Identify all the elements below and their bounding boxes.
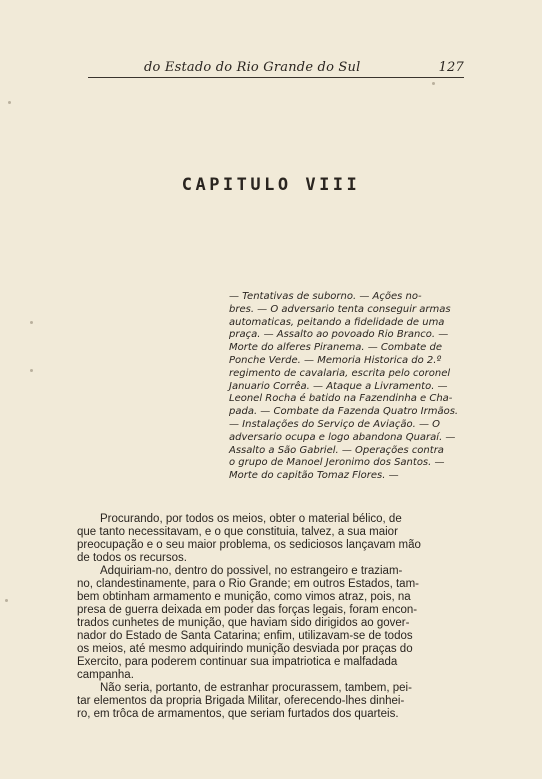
paragraph-line: preocupação e o seu maior problema, os sediciosos lançavam mão	[77, 539, 421, 551]
paragraph-line: tar elementos da propria Brigada Militar, oferecendo-lhes dinhei-	[77, 695, 405, 707]
paragraph-line: os meios, até mesmo adquirindo munição desviada por praças do	[77, 643, 413, 655]
paragraph-line: trados cunhetes de munição, que haviam sido dirigidos ao gover-	[77, 617, 410, 629]
paragraph-line: presa de guerra deixada em poder das forças legais, foram encon-	[77, 604, 418, 616]
summary-line: Ponche Verde. — Memoria Historica do 2.º	[229, 354, 442, 366]
summary-line: Morte do capitão Tomaz Flores. —	[229, 470, 399, 482]
page-number: 127	[438, 60, 464, 75]
summary-line: Januario Corrêa. — Ataque a Livramento. —	[229, 380, 448, 392]
body-text	[77, 513, 465, 721]
summary-line: adversario ocupa e logo abandona Quaraí. —	[229, 431, 456, 443]
paper-speck	[432, 82, 435, 85]
summary-line: Assalto a São Gabriel. — Operações contra	[229, 444, 444, 456]
summary-line: — Tentativas de suborno. — Ações no-	[229, 291, 422, 302]
paragraph-line: de todos os recursos.	[77, 552, 187, 564]
running-title: do Estado do Rio Grande do Sul	[144, 60, 361, 75]
paragraph-line: que tanto necessitavam, e o que constituia, talvez, a sua maior	[77, 526, 398, 538]
summary-line: bres. — O adversario tenta conseguir armas	[229, 303, 451, 315]
summary-line: Leonel Rocha é batido na Fazendinha e Cha-	[229, 393, 453, 405]
header-rule	[88, 77, 464, 78]
summary-line: pada. — Combate da Fazenda Quatro Irmãos.	[229, 406, 459, 418]
summary-line: automaticas, peitando a fidelidade de uma	[229, 316, 445, 328]
chapter-title: CAPITULO VIII	[181, 175, 361, 195]
summary-line: Morte do alferes Piranema. — Combate de	[229, 342, 442, 354]
running-header	[88, 60, 464, 75]
paragraph-line: ro, em trôca de armamentos, que seriam furtados dos quarteis.	[77, 708, 399, 720]
summary-line: o grupo de Manoel Jeronimo dos Santos. —	[229, 457, 445, 469]
paper-speck	[30, 321, 33, 324]
paragraph-line: Não seria, portanto, de estranhar procurassem, tambem, pei-	[100, 682, 412, 694]
summary-line: — Instalações do Serviço de Aviação. — O	[229, 418, 441, 430]
paper-speck	[30, 369, 33, 372]
summary-line: praça. — Assalto ao povoado Rio Branco. —	[229, 329, 449, 341]
paper-speck	[5, 599, 8, 602]
chapter-summary	[229, 291, 463, 483]
paragraph-line: Exercito, para poderem continuar sua impatriotica e malfadada	[77, 656, 398, 668]
paragraph-line: nador do Estado de Santa Catarina; enfim, utilizavam-se de todos	[77, 630, 413, 642]
paper-speck	[8, 101, 11, 104]
summary-line: regimento de cavalaria, escrita pelo coronel	[229, 367, 451, 379]
paragraph-line: no, clandestinamente, para o Rio Grande; em outros Estados, tam-	[77, 578, 419, 590]
paragraph-line: Procurando, por todos os meios, obter o material bélico, de	[100, 513, 402, 525]
paragraph-line: bem obtinham armamento e munição, como vimos atraz, pois, na	[77, 591, 411, 603]
paragraph-line: campanha.	[77, 669, 134, 681]
paragraph-line: Adquiriam-no, dentro do possivel, no estrangeiro e traziam-	[100, 565, 403, 577]
